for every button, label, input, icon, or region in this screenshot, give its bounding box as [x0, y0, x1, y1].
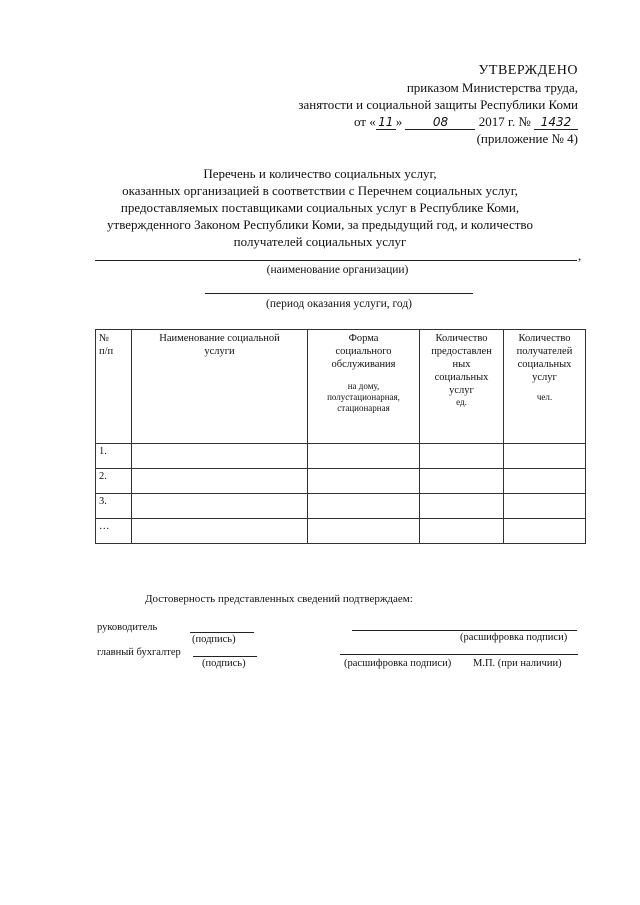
accountant-label: главный бухгалтер: [97, 647, 181, 658]
approval-line-1: приказом Министерства труда,: [406, 80, 578, 95]
table-cell[interactable]: [308, 519, 420, 544]
table-cell[interactable]: [420, 519, 504, 544]
header-service-line-2: услуги: [204, 346, 235, 357]
org-comma: ,: [578, 248, 582, 263]
row-number: 2.: [96, 469, 132, 494]
title-line-1: Перечень и количество социальных услуг,: [203, 166, 437, 181]
header-service-form: [308, 330, 420, 444]
table-cell[interactable]: [504, 444, 586, 469]
date-mid: »: [395, 114, 403, 129]
accountant-decode-caption: (расшифровка подписи): [344, 658, 452, 669]
header-recipients-line-1: Количество: [518, 333, 571, 344]
stamp-caption: М.П. (при наличии): [473, 658, 562, 669]
header-count-line-1: Количество: [435, 333, 488, 344]
date-year: 2017 г. №: [478, 114, 531, 129]
table-header-row: [96, 330, 586, 444]
title-line-5: получателей социальных услуг: [233, 234, 407, 249]
header-number: [96, 330, 132, 444]
approval-annex: (приложение № 4): [476, 131, 578, 146]
header-recipients-line-2: получателей: [516, 346, 573, 357]
header-count-line-2: предоставлен: [431, 346, 492, 357]
header-number-label: п/п: [99, 346, 114, 357]
org-name-line[interactable]: [95, 260, 577, 261]
table-cell[interactable]: [132, 519, 308, 544]
header-count-line-4: социальных: [434, 372, 489, 383]
header-recipients-line-3: социальных: [517, 359, 572, 370]
header-form-line-2: социального: [335, 346, 392, 357]
header-form-stationary: стационарная: [337, 403, 390, 413]
header-recipients-line-4: услуг: [532, 372, 557, 383]
org-caption: (наименование организации): [266, 264, 409, 276]
services-table: [95, 329, 586, 544]
table-cell[interactable]: [308, 444, 420, 469]
table-row: [96, 519, 586, 544]
table-row: [96, 494, 586, 519]
table-cell[interactable]: [308, 494, 420, 519]
approval-date-line: [298, 113, 578, 130]
title-line-2: оказанных организацией в соответствии с Перечнем социальных услуг,: [122, 183, 518, 198]
header-service-line-1: Наименование социальной: [159, 333, 280, 344]
accountant-signature-line[interactable]: [193, 656, 257, 657]
header-form-line-3: обслуживания: [331, 359, 396, 370]
table-row: [96, 469, 586, 494]
row-number: 3.: [96, 494, 132, 519]
table-cell[interactable]: [504, 494, 586, 519]
header-recipients-count: [504, 330, 586, 444]
accountant-decode-line[interactable]: [340, 654, 578, 655]
period-line[interactable]: [205, 293, 473, 294]
title-line-4: утвержденного Законом Республики Коми, за предыдущий год, и количество: [107, 217, 533, 232]
approval-block: [298, 62, 578, 147]
row-number: 1.: [96, 444, 132, 469]
table-cell[interactable]: [420, 469, 504, 494]
order-number: 1432: [534, 116, 578, 130]
accountant-signature-caption: (подпись): [202, 658, 246, 669]
header-count-line-3: ных: [452, 359, 471, 370]
header-form-home: на дому,: [347, 381, 380, 391]
table-row: [96, 444, 586, 469]
table-cell[interactable]: [308, 469, 420, 494]
table-cell[interactable]: [420, 494, 504, 519]
table-cell[interactable]: [420, 444, 504, 469]
date-month: 08: [405, 116, 475, 130]
date-day: 11: [376, 116, 396, 130]
approval-line-2: занятости и социальной защиты Республики Коми: [298, 97, 578, 112]
header-form-line-1: Форма: [348, 333, 379, 344]
table-cell[interactable]: [132, 469, 308, 494]
approval-heading: УТВЕРЖДЕНО: [478, 63, 578, 78]
table-cell[interactable]: [132, 444, 308, 469]
header-form-semi: полустационарная,: [327, 392, 400, 402]
period-caption: (период оказания услуги, год): [265, 298, 413, 310]
title-line-3: предоставляемых поставщиками социальных услуг в Республике Коми,: [120, 200, 520, 215]
header-count-unit: ед.: [456, 397, 467, 407]
header-recipients-unit: чел.: [536, 392, 553, 402]
table-cell[interactable]: [504, 469, 586, 494]
head-signature-line[interactable]: [190, 632, 254, 633]
header-number-symbol: №: [99, 333, 110, 344]
head-signature-caption: (подпись): [192, 634, 236, 645]
head-label: руководитель: [97, 622, 158, 633]
head-decode-line[interactable]: [352, 630, 577, 631]
header-count-line-5: услуг: [449, 385, 474, 396]
table-cell[interactable]: [504, 519, 586, 544]
row-number: …: [96, 519, 132, 544]
table-cell[interactable]: [132, 494, 308, 519]
confirmation-text: Достоверность представленных сведений подтверждаем:: [145, 593, 413, 605]
header-services-count: [420, 330, 504, 444]
header-service-name: [132, 330, 308, 444]
document-title: [80, 165, 560, 250]
date-prefix: от «: [353, 114, 376, 129]
head-decode-caption: (расшифровка подписи): [460, 632, 568, 643]
